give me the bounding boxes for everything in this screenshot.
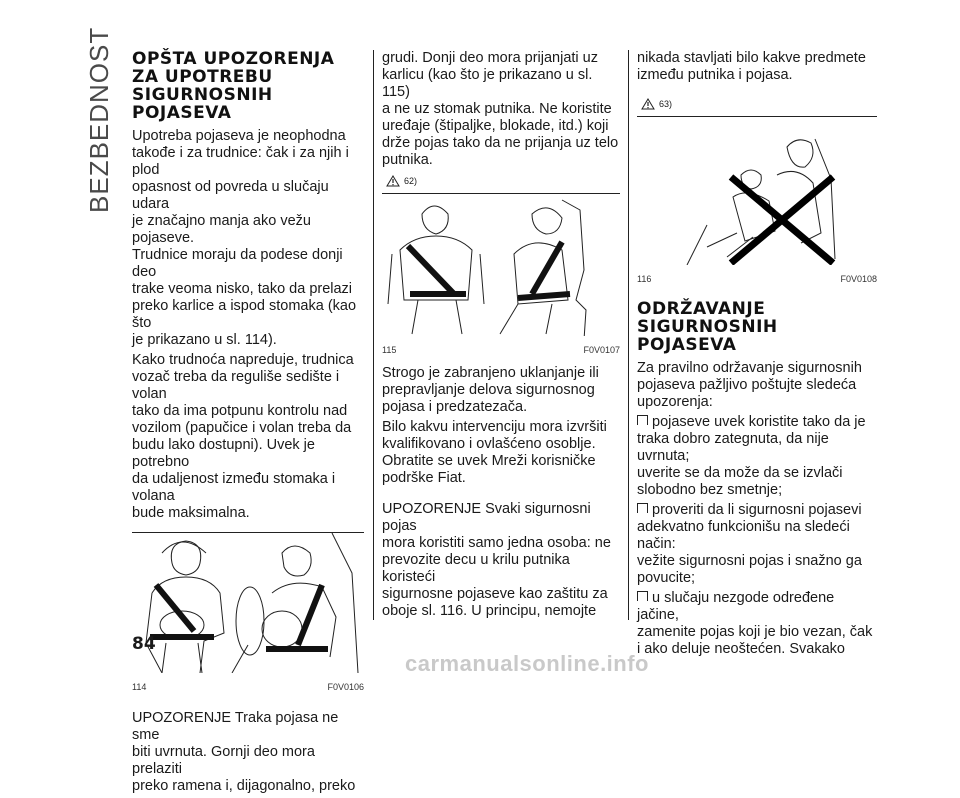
column-2 (382, 50, 620, 623)
paragraph: Kako trudnoća napreduje, trudnica vozač treba da reguliše sedište i volan tako da ima potpunu kontrolu nad vozilom (papučice i volan treba da budu lako dostupni). Uvek je potrebno da udaljenost između stomaka i volana bude maksimalna. (132, 352, 354, 521)
paragraph: UPOZORENJE Traka pojasa ne sme biti uvrnuta. Gornji deo mora prelaziti preko ramena i, dijagonalno, preko (132, 710, 356, 794)
figure-code: F0V0107 (583, 345, 620, 355)
warning-reference: 62) (386, 175, 620, 187)
paragraph: Za pravilno održavanje sigurnosnih pojaseva pažljivo poštujte sledeća upozorenja: (637, 360, 862, 410)
bullet-icon (637, 415, 648, 425)
figure-number: 114 (132, 682, 147, 692)
pregnant-seatbelt-illustration (132, 533, 364, 673)
column-divider (628, 50, 629, 620)
bullet-icon (637, 503, 648, 513)
figure-114 (132, 532, 364, 692)
list-item: pojaseve uvek koristite tako da je traka dobro zategnuta, da nije uvrnuta; uverite se da može da se izvlači slobodno bez smetnje; (637, 414, 866, 498)
paragraph: nikada stavljati bilo kakve predmete između putnika i pojasa. (637, 50, 866, 83)
list-item: u slučaju nezgode određene jačine, zamenite pojas koji je bio vezan, čak i ako deluje neoštećen. Svakako (637, 590, 873, 657)
section-side-tab (84, 26, 114, 213)
paragraph: grudi. Donji deo mora prijanjati uz karlicu (kao što je prikazano u sl. 115) a ne uz stomak putnika. Ne koristite uređaje (štipaljke, blokade, itd.) koji drže pojas tako da ne prijanja uz telo putnika. (382, 50, 619, 168)
column-divider (373, 50, 374, 620)
paragraph: Bilo kakvu intervenciju mora izvršiti kvalifikovano i ovlašćeno osoblje. Obratite se uvek Mreži korisničke podrške Fiat. (382, 419, 607, 486)
seatbelt-position-illustration (382, 194, 620, 336)
figure-115 (382, 193, 620, 355)
bullet-icon (637, 591, 648, 601)
heading-general-warnings: OPŠTA UPOZORENJA ZA UPOTREBU SIGURNOSNIH POJASEVA (132, 49, 335, 123)
paragraph: Upotreba pojaseva je neophodna takođe i za trudnice: čak i za njih i plod opasnost od povreda u slučaju udara je značajno manja ako vežu pojaseve. Trudnice moraju da podese donji deo trake veoma nisko, tako da prelazi preko karlice a ispod stomaka (kao što je prikazano u sl. 114). (132, 128, 357, 348)
warning-triangle-icon (641, 98, 655, 110)
column-1 (132, 50, 364, 798)
figure-code: F0V0108 (840, 274, 877, 284)
figure-code: F0V0106 (327, 682, 364, 692)
paragraph: UPOZORENJE Svaki sigurnosni pojas mora koristiti samo jedna osoba: ne prevozite decu u krilu putnika koristeći sigurnosne pojaseve kao zaštitu za oboje sl. 116. U principu, nemojte (382, 501, 611, 619)
list-item: proveriti da li sigurnosni pojasevi adekvatno funkcionišu na sledeći način: vežite sigurnosni pojas i snažno ga povucite; (637, 502, 862, 586)
paragraph: Strogo je zabranjeno uklanjanje ili prepravljanje delova sigurnosnog pojasa i predzatezača. (382, 365, 599, 415)
figure-number: 116 (637, 274, 652, 284)
figure-number: 115 (382, 345, 397, 355)
child-on-lap-prohibited-illustration (637, 117, 877, 265)
warning-triangle-icon (386, 175, 400, 187)
watermark[interactable]: carmanualsonline.info (405, 651, 649, 676)
page-number: 84 (132, 634, 156, 654)
figure-116 (637, 116, 877, 284)
warning-reference: 63) (641, 98, 877, 110)
section-title: BEZBEDNOST (84, 26, 114, 213)
heading-maintenance: ODRŽAVANJE SIGURNOSNIH POJASEVA (637, 299, 778, 355)
column-3 (637, 50, 877, 661)
